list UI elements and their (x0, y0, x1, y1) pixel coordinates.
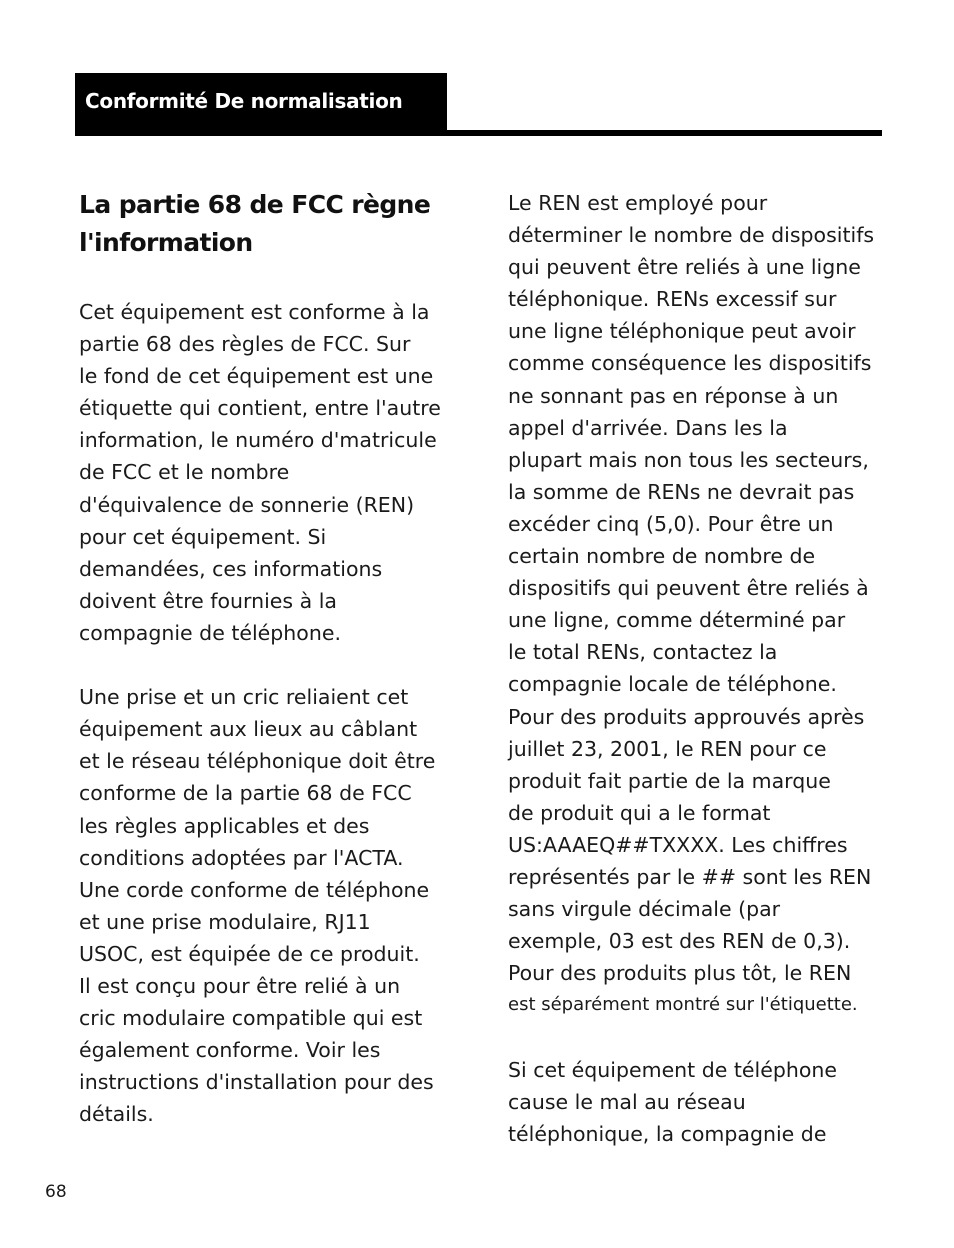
text-line: le fond de cet équipement est une (79, 364, 434, 389)
text-line: partie 68 des règles de FCC. Sur (79, 332, 411, 357)
text-line: également conforme. Voir les (79, 1038, 381, 1063)
text-line: juillet 23, 2001, le REN pour ce (508, 736, 827, 761)
text-line: Si cet équipement de téléphone (508, 1057, 837, 1082)
page-heading (79, 186, 459, 262)
text-line: Pour des produits approuvés après (508, 704, 865, 729)
text-line: compagnie locale de téléphone. (508, 672, 837, 697)
text-line: de produit qui a le format (508, 800, 771, 825)
text-line: Une corde conforme de téléphone (79, 877, 430, 902)
text-line: est séparément montré sur l'étiquette. (508, 994, 858, 1016)
heading-line: l'information (79, 228, 253, 257)
text-line: téléphonique, la compagnie de (508, 1121, 827, 1146)
text-line: cause le mal au réseau (508, 1089, 746, 1114)
text-line: téléphonique. RENs excessif sur (508, 287, 837, 312)
text-line: détails. (79, 1102, 154, 1127)
text-line: et le réseau téléphonique doit être (79, 749, 436, 774)
text-line: Le REN est employé pour (508, 191, 768, 215)
text-line: représentés par le ## sont les REN (508, 864, 872, 889)
right-paragraph-1 (508, 187, 888, 1021)
text-line: conforme de la partie 68 de FCC (79, 781, 412, 806)
text-line: une ligne téléphonique peut avoir (508, 319, 856, 344)
text-line: conditions adoptées par l'ACTA. (79, 845, 404, 870)
text-line: cric modulaire compatible qui est (79, 1006, 423, 1031)
text-line: de FCC et le nombre (79, 460, 290, 485)
section-title: Conformité De normalisation (85, 89, 403, 113)
left-paragraph-1 (79, 296, 459, 649)
left-paragraph-2 (79, 681, 459, 1130)
text-line: pour cet équipement. Si (79, 524, 327, 549)
text-line: sans virgule décimale (par (508, 897, 781, 922)
text-line: une ligne, comme déterminé par (508, 608, 846, 633)
text-line: le total RENs, contactez la (508, 640, 778, 665)
text-line: ne sonnant pas en réponse à un (508, 383, 839, 408)
text-line: appel d'arrivée. Dans les la (508, 415, 788, 440)
text-line: excéder cinq (5,0). Pour être un (508, 511, 834, 536)
text-line: USOC, est équipée de ce produit. (79, 941, 420, 966)
text-line: produit fait partie de la marque (508, 768, 831, 793)
text-line: déterminer le nombre de dispositifs (508, 223, 875, 248)
text-line: Pour des produits plus tôt, le REN (508, 961, 852, 986)
text-line: plupart mais non tous les secteurs, (508, 447, 869, 472)
text-line: doivent être fournies à la (79, 588, 337, 613)
text-line: certain nombre de nombre de (508, 544, 816, 569)
text-line: qui peuvent être reliés à une ligne (508, 255, 861, 280)
text-line: équipement aux lieux au câblant (79, 717, 418, 742)
text-line: compagnie de téléphone. (79, 620, 341, 645)
text-line: Il est conçu pour être relié à un (79, 973, 401, 998)
text-line: d'équivalence de sonnerie (REN) (79, 492, 415, 517)
section-header-tab (75, 73, 447, 135)
text-line: demandées, ces informations (79, 556, 383, 581)
text-line: la somme de RENs ne devrait pas (508, 479, 855, 504)
text-line: dispositifs qui peuvent être reliés à (508, 576, 869, 601)
text-line: instructions d'installation pour des (79, 1070, 434, 1095)
heading-line: La partie 68 de FCC règne (79, 190, 431, 219)
text-line: Une prise et un cric reliaient cet (79, 685, 409, 710)
text-line: information, le numéro d'matricule (79, 428, 437, 453)
right-paragraph-2 (508, 1054, 888, 1150)
text-line: et une prise modulaire, RJ11 (79, 909, 371, 934)
text-line: étiquette qui contient, entre l'autre (79, 396, 441, 421)
header-rule (75, 130, 882, 136)
left-column (79, 296, 459, 1130)
text-line: Cet équipement est conforme à la (79, 300, 430, 324)
page-number: 68 (45, 1182, 67, 1202)
text-line: exemple, 03 est des REN de 0,3). (508, 929, 851, 954)
text-line: les règles applicables et des (79, 813, 370, 838)
right-column (508, 187, 888, 1150)
text-line: US:AAAEQ##TXXXX. Les chiffres (508, 832, 848, 857)
text-line: comme conséquence les dispositifs (508, 351, 872, 376)
